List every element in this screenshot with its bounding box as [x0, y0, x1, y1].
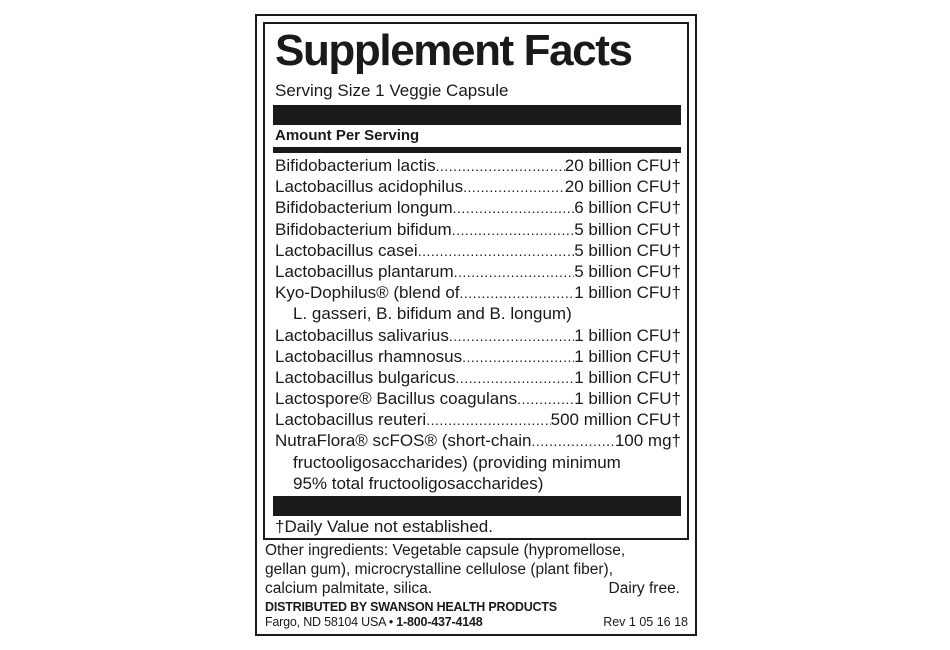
ingredient-row — [275, 367, 681, 388]
ingredient-name: 95% total fructooligosaccharides) — [293, 473, 544, 493]
serving-size: Serving Size 1 Veggie Capsule — [275, 81, 509, 100]
ingredient-row — [275, 219, 681, 240]
distributor-address — [265, 614, 482, 630]
dot-leader — [532, 431, 615, 452]
dot-leader — [436, 156, 565, 177]
ingredient-row — [275, 282, 681, 303]
phone-number: 1-800-437-4148 — [396, 615, 483, 629]
dot-leader — [453, 198, 575, 219]
dot-leader — [452, 220, 575, 241]
ingredient-amount: 6 billion CFU† — [574, 198, 681, 218]
ingredient-name: Kyo-Dophilus® (blend of — [275, 283, 460, 303]
ingredient-row — [275, 388, 681, 409]
ingredient-name: Lactobacillus plantarum — [275, 261, 454, 281]
ingredient-name: Bifidobacterium bifidum — [275, 219, 452, 239]
dot-leader — [426, 410, 550, 431]
ingredient-amount: 1 billion CFU† — [574, 367, 681, 387]
ingredient-row-continuation — [275, 303, 681, 324]
ingredient-amount: 1 billion CFU† — [574, 346, 681, 366]
ingredient-name: Lactobacillus rhamnosus — [275, 346, 463, 366]
ingredient-amount: 5 billion CFU† — [574, 240, 681, 260]
revision-code: Rev 1 05 16 18 — [603, 615, 688, 629]
ingredient-row — [275, 155, 681, 176]
ingredient-amount: 1 billion CFU† — [574, 325, 681, 345]
ingredients-line-text: calcium palmitate, silica. — [265, 580, 433, 597]
daily-value-footnote: †Daily Value not established. — [275, 517, 493, 536]
ingredient-row — [275, 240, 681, 261]
ingredients-line: Other ingredients: Vegetable capsule (hypromellose, — [265, 542, 626, 559]
ingredient-row — [275, 261, 681, 282]
ingredient-row — [275, 346, 681, 367]
panel-title: Supplement Facts — [275, 26, 632, 75]
ingredient-name: Bifidobacterium lactis — [275, 156, 436, 175]
address-text: Fargo, ND 58104 USA • — [265, 615, 397, 629]
dot-leader — [462, 347, 574, 368]
dot-leader — [460, 283, 575, 304]
ingredient-name: Lactobacillus casei — [275, 240, 418, 260]
divider-bar — [273, 105, 681, 125]
ingredient-name: fructooligosaccharides) (providing minimum — [293, 452, 621, 472]
ingredients-line — [265, 579, 680, 598]
supplement-facts-panel — [263, 22, 689, 540]
dairy-free-note: Dairy free. — [608, 580, 680, 597]
ingredients-line: gellan gum), microcrystalline cellulose (plant fiber), — [265, 561, 614, 578]
ingredient-name: Lactospore® Bacillus coagulans — [275, 389, 518, 409]
ingredient-row-continuation — [275, 452, 681, 473]
ingredient-name: Lactobacillus acidophilus — [275, 177, 464, 197]
distributor-line: DISTRIBUTED BY SWANSON HEALTH PRODUCTS — [265, 600, 557, 614]
ingredient-row — [275, 325, 681, 346]
dot-leader — [463, 177, 565, 198]
ingredient-amount: 500 million CFU† — [550, 410, 681, 430]
dot-leader — [454, 262, 575, 283]
divider-bar — [273, 147, 681, 153]
dot-leader — [449, 326, 574, 347]
other-ingredients — [265, 541, 680, 598]
dot-leader — [418, 241, 575, 262]
ingredient-row — [275, 197, 681, 218]
ingredient-amount: 1 billion CFU† — [574, 389, 681, 409]
ingredient-name: Lactobacillus salivarius — [275, 325, 449, 345]
dot-leader — [456, 368, 575, 389]
ingredient-row — [275, 409, 681, 430]
ingredient-amount: 100 mg† — [614, 431, 681, 451]
ingredient-amount: 20 billion CFU† — [564, 156, 681, 175]
ingredient-amount: 20 billion CFU† — [564, 177, 681, 197]
ingredient-name: NutraFlora® scFOS® (short-chain — [275, 431, 532, 451]
ingredient-name: Lactobacillus bulgaricus — [275, 367, 456, 387]
ingredient-list — [275, 155, 681, 494]
ingredient-amount: 5 billion CFU† — [574, 261, 681, 281]
ingredient-name: L. gasseri, B. bifidum and B. longum) — [293, 304, 572, 324]
dot-leader — [517, 389, 574, 410]
ingredient-row — [275, 176, 681, 197]
ingredient-name: Lactobacillus reuteri — [275, 410, 427, 430]
amount-per-serving-header: Amount Per Serving — [275, 127, 420, 144]
divider-bar — [273, 496, 681, 516]
ingredient-amount: 5 billion CFU† — [574, 219, 681, 239]
ingredient-name: Bifidobacterium longum — [275, 198, 453, 218]
ingredient-amount: 1 billion CFU† — [574, 283, 681, 303]
ingredient-row-continuation — [275, 473, 681, 494]
ingredient-row — [275, 430, 681, 451]
